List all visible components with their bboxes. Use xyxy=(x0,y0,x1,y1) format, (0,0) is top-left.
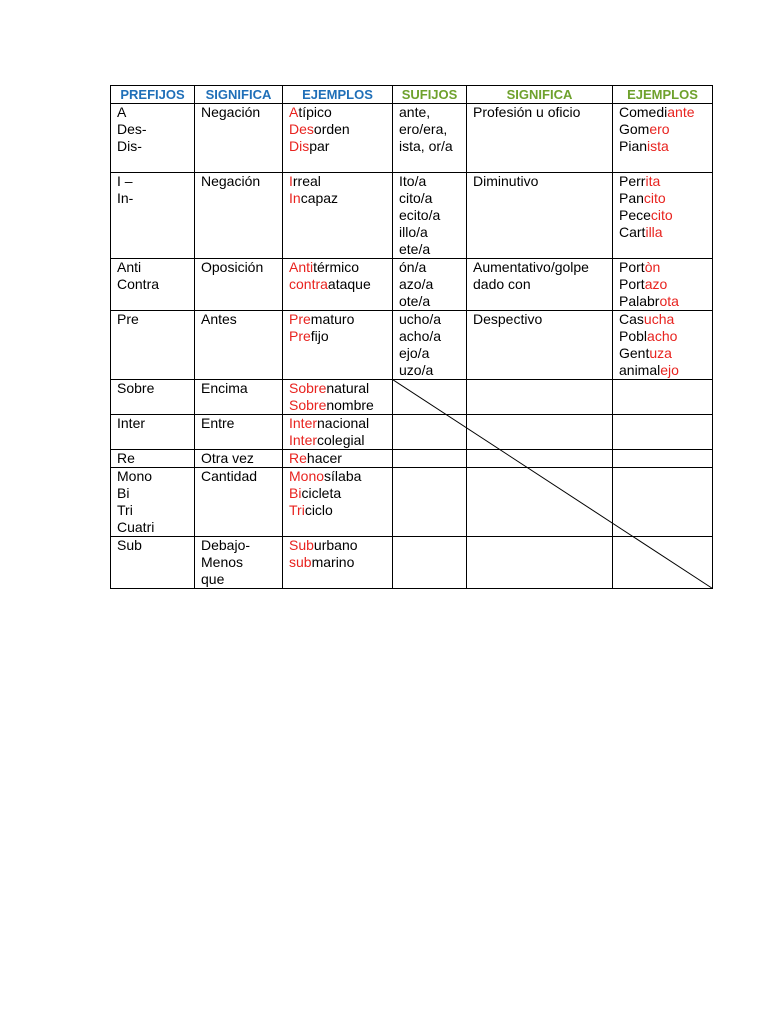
affix-part: ante xyxy=(667,104,695,120)
prefix-text: Bi xyxy=(117,485,130,501)
affix-part: In xyxy=(289,190,301,206)
example-word xyxy=(289,502,392,519)
affix-part: Dis xyxy=(289,138,310,154)
prefix-text: Anti xyxy=(117,259,142,275)
example-word xyxy=(289,415,392,432)
prefix-text: Des- xyxy=(117,121,147,137)
suffix-example-word xyxy=(619,328,712,345)
suffix-meaning-text: Profesión u oficio xyxy=(473,104,581,120)
affix-part: Sobre xyxy=(289,380,327,396)
prefix-text: In- xyxy=(117,190,134,206)
suffix-cell xyxy=(393,380,467,415)
example-word xyxy=(289,450,392,467)
affixes-table xyxy=(110,85,713,589)
prefix-examples-cell xyxy=(283,380,393,415)
suffix-text: ucho/a xyxy=(399,311,442,327)
stem-part: rreal xyxy=(292,173,321,189)
stem-part: Cart xyxy=(619,224,646,240)
suffix-cell xyxy=(393,104,467,173)
suffix-example-word xyxy=(619,138,712,155)
suffix-meaning-cell xyxy=(467,104,613,173)
prefix-examples-cell xyxy=(283,450,393,468)
affix-part: Bi xyxy=(289,485,302,501)
suffix-examples-cell xyxy=(613,537,713,589)
suffix-example-word xyxy=(619,276,712,293)
example-word xyxy=(289,468,392,485)
affix-part: uza xyxy=(649,345,672,361)
example-word xyxy=(289,485,392,502)
affix-part: cito xyxy=(643,190,666,206)
example-word xyxy=(289,554,392,571)
suffix-examples-cell xyxy=(613,415,713,450)
stem-part: nacional xyxy=(317,415,370,431)
suffix-text: ón/a xyxy=(399,259,427,275)
suffix-meaning-text: Diminutivo xyxy=(473,173,539,189)
example-word xyxy=(289,121,392,138)
prefix-cell xyxy=(111,104,195,173)
stem-part: colegial xyxy=(317,432,365,448)
table-row xyxy=(111,259,713,311)
suffix-examples-cell xyxy=(613,104,713,173)
stem-part: marino xyxy=(311,554,355,570)
suffix-cell xyxy=(393,468,467,537)
meaning-text: que xyxy=(201,571,225,587)
stem-part: orden xyxy=(313,121,350,137)
prefix-text: Inter xyxy=(117,415,146,431)
affix-part: cito xyxy=(650,207,673,223)
affix-part: acho xyxy=(647,328,678,344)
stem-part: ciclo xyxy=(304,502,333,518)
prefix-examples-cell xyxy=(283,104,393,173)
stem-part: Cas xyxy=(619,311,644,327)
prefix-meaning-cell xyxy=(195,380,283,415)
example-word xyxy=(289,259,392,276)
table-row xyxy=(111,104,713,173)
prefix-text: I – xyxy=(117,173,133,189)
stem-part: Gent xyxy=(619,345,650,361)
affix-part: Tri xyxy=(289,502,305,518)
prefix-meaning-cell xyxy=(195,450,283,468)
prefix-meaning-cell xyxy=(195,104,283,173)
affix-part: ucha xyxy=(643,311,675,327)
suffix-meaning-text: Despectivo xyxy=(473,311,543,327)
header-sufijos: SUFIJOS xyxy=(393,86,467,104)
prefix-examples-cell xyxy=(283,311,393,380)
prefix-cell xyxy=(111,380,195,415)
stem-part: Port xyxy=(619,259,645,275)
affix-part: ero xyxy=(649,121,670,137)
prefix-cell xyxy=(111,259,195,311)
meaning-text: Debajo- xyxy=(201,537,251,553)
stem-part: típico xyxy=(298,104,332,120)
meaning-text: Antes xyxy=(201,311,237,327)
suffix-meaning-cell xyxy=(467,415,613,450)
example-word xyxy=(289,276,392,293)
suffix-meaning-text: Aumentativo/golpe dado con xyxy=(473,259,589,292)
suffix-cell xyxy=(393,415,467,450)
affix-part: ista xyxy=(647,138,669,154)
example-word xyxy=(289,328,392,345)
affix-part: Anti xyxy=(289,259,314,275)
suffix-text: acho/a xyxy=(399,328,442,344)
stem-part: capaz xyxy=(300,190,339,206)
suffix-cell xyxy=(393,259,467,311)
prefix-meaning-cell xyxy=(195,415,283,450)
affix-part: òn xyxy=(644,259,661,275)
stem-part: térmico xyxy=(313,259,360,275)
suffix-cell xyxy=(393,450,467,468)
table-row xyxy=(111,311,713,380)
suffix-text: ante, xyxy=(399,104,431,120)
prefix-text: Sub xyxy=(117,537,142,553)
suffix-example-word xyxy=(619,121,712,138)
suffix-meaning-cell xyxy=(467,259,613,311)
table-row xyxy=(111,468,713,537)
stem-part: hacer xyxy=(306,450,342,466)
prefix-cell xyxy=(111,537,195,589)
prefix-meaning-cell xyxy=(195,311,283,380)
stem-part: Palabr xyxy=(619,293,660,309)
affix-part: Sub xyxy=(289,537,314,553)
affix-part: contra xyxy=(289,276,328,292)
example-word xyxy=(289,380,392,397)
suffix-example-word xyxy=(619,224,712,241)
prefix-text: Contra xyxy=(117,276,160,292)
stem-part: Pobl xyxy=(619,328,648,344)
prefix-examples-cell xyxy=(283,173,393,259)
prefix-examples-cell xyxy=(283,468,393,537)
prefix-examples-cell xyxy=(283,415,393,450)
meaning-text: Oposición xyxy=(201,259,264,275)
header-significa-prefijos: SIGNIFICA xyxy=(195,86,283,104)
example-word xyxy=(289,397,392,414)
suffix-text: Ito/a xyxy=(399,173,427,189)
prefix-text: A xyxy=(117,104,127,120)
affix-part: ota xyxy=(659,293,679,309)
table-row xyxy=(111,450,713,468)
suffix-example-word xyxy=(619,293,712,310)
suffix-meaning-cell xyxy=(467,468,613,537)
stem-part: Pian xyxy=(619,138,648,154)
example-word xyxy=(289,311,392,328)
stem-part: ataque xyxy=(327,276,371,292)
stem-part: nombre xyxy=(326,397,374,413)
table-row xyxy=(111,173,713,259)
prefix-examples-cell xyxy=(283,537,393,589)
meaning-text: Encima xyxy=(201,380,248,396)
suffix-meaning-cell xyxy=(467,173,613,259)
suffix-text: ista, or/a xyxy=(399,138,453,154)
affix-part: ita xyxy=(645,173,661,189)
prefix-text: Cuatri xyxy=(117,519,155,535)
meaning-text: Cantidad xyxy=(201,468,258,484)
stem-part: Gom xyxy=(619,121,650,137)
suffix-example-word xyxy=(619,104,712,121)
prefix-text: Mono xyxy=(117,468,153,484)
example-word xyxy=(289,173,392,190)
header-ejemplos-prefijos: EJEMPLOS xyxy=(283,86,393,104)
prefix-text: Dis- xyxy=(117,138,142,154)
suffix-cell xyxy=(393,173,467,259)
header-prefijos: PREFIJOS xyxy=(111,86,195,104)
suffix-examples-cell xyxy=(613,450,713,468)
example-word xyxy=(289,138,392,155)
affix-part: Pre xyxy=(289,328,311,344)
example-word xyxy=(289,537,392,554)
prefix-cell xyxy=(111,468,195,537)
prefix-examples-cell xyxy=(283,259,393,311)
affix-part: I xyxy=(289,173,293,189)
stem-part: Pan xyxy=(619,190,644,206)
stem-part: par xyxy=(309,138,330,154)
prefix-meaning-cell xyxy=(195,259,283,311)
stem-part: animal xyxy=(619,362,661,378)
meaning-text: Negación xyxy=(201,173,261,189)
suffix-examples-cell xyxy=(613,259,713,311)
header-significa-sufijos: SIGNIFICA xyxy=(467,86,613,104)
suffix-text: illo/a xyxy=(399,224,428,240)
prefix-meaning-cell xyxy=(195,173,283,259)
stem-part: Port xyxy=(619,276,645,292)
meaning-text: Entre xyxy=(201,415,235,431)
table-row xyxy=(111,537,713,589)
suffix-text: cito/a xyxy=(399,190,433,206)
affix-part: sub xyxy=(289,554,312,570)
suffix-example-word xyxy=(619,207,712,224)
prefix-text: Tri xyxy=(117,502,133,518)
prefix-cell xyxy=(111,450,195,468)
prefix-meaning-cell xyxy=(195,537,283,589)
prefix-cell xyxy=(111,415,195,450)
affix-part: Mono xyxy=(289,468,325,484)
stem-part: Comedi xyxy=(619,104,668,120)
meaning-text: Otra vez xyxy=(201,450,254,466)
affix-part: Inter xyxy=(289,432,318,448)
header-row xyxy=(111,86,713,104)
suffix-text: ete/a xyxy=(399,241,431,257)
suffix-example-word xyxy=(619,345,712,362)
prefix-text: Sobre xyxy=(117,380,155,396)
affix-part: Des xyxy=(289,121,314,137)
prefix-text: Pre xyxy=(117,311,139,327)
suffix-example-word xyxy=(619,259,712,276)
table-row xyxy=(111,380,713,415)
suffix-text: ote/a xyxy=(399,293,431,309)
suffix-text: ejo/a xyxy=(399,345,430,361)
suffix-meaning-cell xyxy=(467,537,613,589)
suffix-text: uzo/a xyxy=(399,362,434,378)
stem-part: natural xyxy=(326,380,370,396)
suffix-examples-cell xyxy=(613,468,713,537)
suffix-text: ecito/a xyxy=(399,207,441,223)
prefix-cell xyxy=(111,173,195,259)
suffix-examples-cell xyxy=(613,380,713,415)
stem-part: Pece xyxy=(619,207,651,223)
meaning-text: Negación xyxy=(201,104,261,120)
stem-part: urbano xyxy=(313,537,358,553)
affix-part: Re xyxy=(289,450,307,466)
suffix-meaning-cell xyxy=(467,450,613,468)
example-word xyxy=(289,432,392,449)
suffix-meaning-cell xyxy=(467,311,613,380)
suffix-text: ero/era, xyxy=(399,121,448,137)
example-word xyxy=(289,104,392,121)
prefix-meaning-cell xyxy=(195,468,283,537)
suffix-example-word xyxy=(619,190,712,207)
affix-part: Sobre xyxy=(289,397,327,413)
prefix-text: Re xyxy=(117,450,135,466)
prefix-cell xyxy=(111,311,195,380)
affix-part: azo xyxy=(644,276,668,292)
suffix-example-word xyxy=(619,173,712,190)
header-ejemplos-sufijos: EJEMPLOS xyxy=(613,86,713,104)
stem-part: fijo xyxy=(310,328,329,344)
stem-part: maturo xyxy=(310,311,355,327)
suffix-cell xyxy=(393,537,467,589)
affix-part: Inter xyxy=(289,415,318,431)
suffix-meaning-cell xyxy=(467,380,613,415)
stem-part: cicleta xyxy=(301,485,342,501)
affix-part: Pre xyxy=(289,311,311,327)
affix-part: illa xyxy=(645,224,663,240)
suffix-examples-cell xyxy=(613,311,713,380)
suffix-example-word xyxy=(619,311,712,328)
example-word xyxy=(289,190,392,207)
suffix-text: azo/a xyxy=(399,276,434,292)
suffix-cell xyxy=(393,311,467,380)
table-row xyxy=(111,415,713,450)
stem-part: Perr xyxy=(619,173,646,189)
stem-part: sílaba xyxy=(324,468,362,484)
suffix-examples-cell xyxy=(613,173,713,259)
affix-part: A xyxy=(289,104,299,120)
affix-part: ejo xyxy=(660,362,679,378)
suffix-example-word xyxy=(619,362,712,379)
meaning-text: Menos xyxy=(201,554,244,570)
